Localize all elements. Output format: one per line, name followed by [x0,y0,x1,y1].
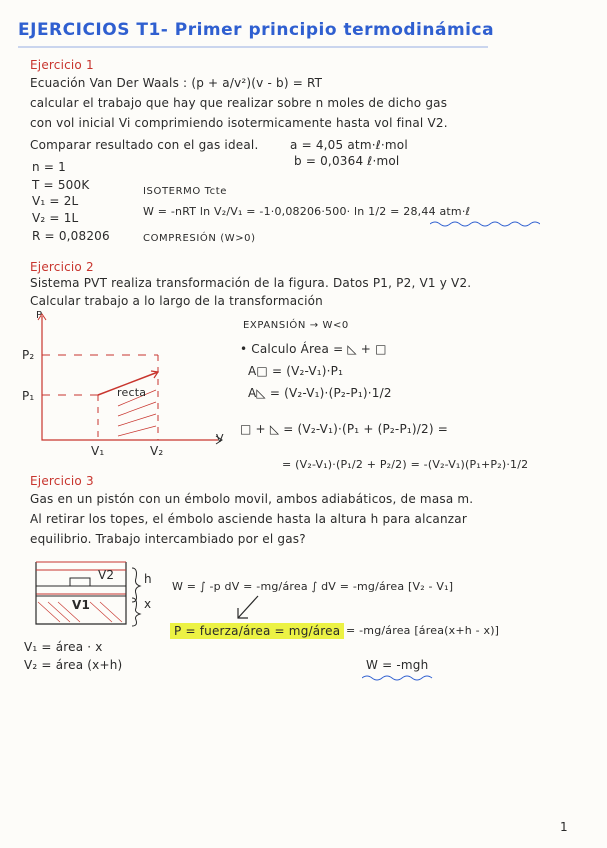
page-number: 1 [560,820,568,834]
ex1-work: W = -nRT ln V₂/V₁ = -1·0,08206·500· ln 1/2 = 28,44 atm·ℓ [143,205,471,218]
ex1-const-b: b = 0,0364 ℓ·mol [294,154,400,168]
ex2-line2: Calcular trabajo a lo largo de la transformación [30,294,323,308]
piston-v1-label: V1 [72,598,91,612]
ex3-pressure [170,624,344,638]
ex1-n: n = 1 [32,160,66,174]
graph-axis-p: P [36,310,43,321]
ex3-line3: equilibrio. Trabajo intercambiado por el gas? [30,532,306,546]
graph-axis-v: V [216,432,224,445]
piston-h-label: h [144,572,152,586]
graph-v1: V₁ [91,444,105,458]
ex3-heading: Ejercicio 3 [30,474,94,488]
graph-v2: V₂ [150,444,164,458]
ex1-V1: V₁ = 2L [32,194,79,208]
ex3-pressure-highlight: P = fuerza/área = mg/área [170,623,344,639]
ex1-V2: V₂ = 1L [32,211,79,225]
ex1-isotermo: ISOTERMO Tcte [143,186,228,197]
ex3-result-squiggle [362,674,434,682]
ex3-line2: Al retirar los topes, el émbolo asciende hasta la altura h para alcanzar [30,512,467,526]
ex2-line1: Sistema PVT realiza transformación de la figura. Datos P1, P2, V1 y V2. [30,276,472,290]
ex1-result-squiggle [430,220,540,228]
ex3-work-area: = -mg/área [área(x+h - x)] [346,624,500,637]
piston-v2-label: V2 [98,568,115,582]
pv-graph [18,310,228,460]
ex3-work-integral: W = ∫ -p dV = -mg/área ∫ dV = -mg/área [V₂ - V₁] [172,580,454,593]
ex1-heading: Ejercicio 1 [30,58,94,72]
ex2-heading: Ejercicio 2 [30,260,94,274]
ex2-area-square: A□ = (V₂-V₁)·P₁ [248,364,344,378]
ex1-line4: Comparar resultado con el gas ideal. [30,138,259,152]
ex3-line1: Gas en un pistón con un émbolo movil, ambos adiabáticos, de masa m. [30,492,474,506]
ex1-line3: con vol inicial Vi comprimiendo isotermicamente hasta vol final V2. [30,116,448,130]
ex1-const-a: a = 4,05 atm·ℓ·mol [290,138,408,152]
graph-recta: recta [117,386,147,399]
ex2-sum1: □ + ◺ = (V₂-V₁)·(P₁ + (P₂-P₁)/2) = [240,422,449,436]
graph-p2: P₂ [22,348,35,362]
piston-x-label: x [144,597,152,611]
ex3-v2: V₂ = área (x+h) [24,658,123,672]
graph-p1: P₁ [22,389,35,403]
ex2-area-triangle: A◺ = (V₂-V₁)·(P₂-P₁)·1/2 [248,386,392,400]
ex2-calc: • Calculo Área = ◺ + □ [240,342,387,356]
ex3-work-result: W = -mgh [366,658,429,672]
ex3-arrow [232,594,262,622]
ex2-expansion: EXPANSIÓN → W<0 [243,320,349,331]
ex3-v1: V₁ = área · x [24,640,103,654]
ex1-T: T = 500K [32,178,90,192]
page-title: EJERCICIOS T1- Primer principio termodinámica [18,20,495,40]
ex1-R: R = 0,08206 [32,229,110,243]
ex2-sum2: = (V₂-V₁)·(P₁/2 + P₂/2) = -(V₂-V₁)(P₁+P₂)·1/2 [282,458,529,471]
ex1-line2: calcular el trabajo que hay que realizar sobre n moles de dicho gas [30,96,448,110]
ex1-line1: Ecuación Van Der Waals : (p + a/v²)(v - b) = RT [30,76,323,90]
ex1-compresion: COMPRESIÓN (W>0) [143,233,256,244]
title-underline [18,44,488,50]
